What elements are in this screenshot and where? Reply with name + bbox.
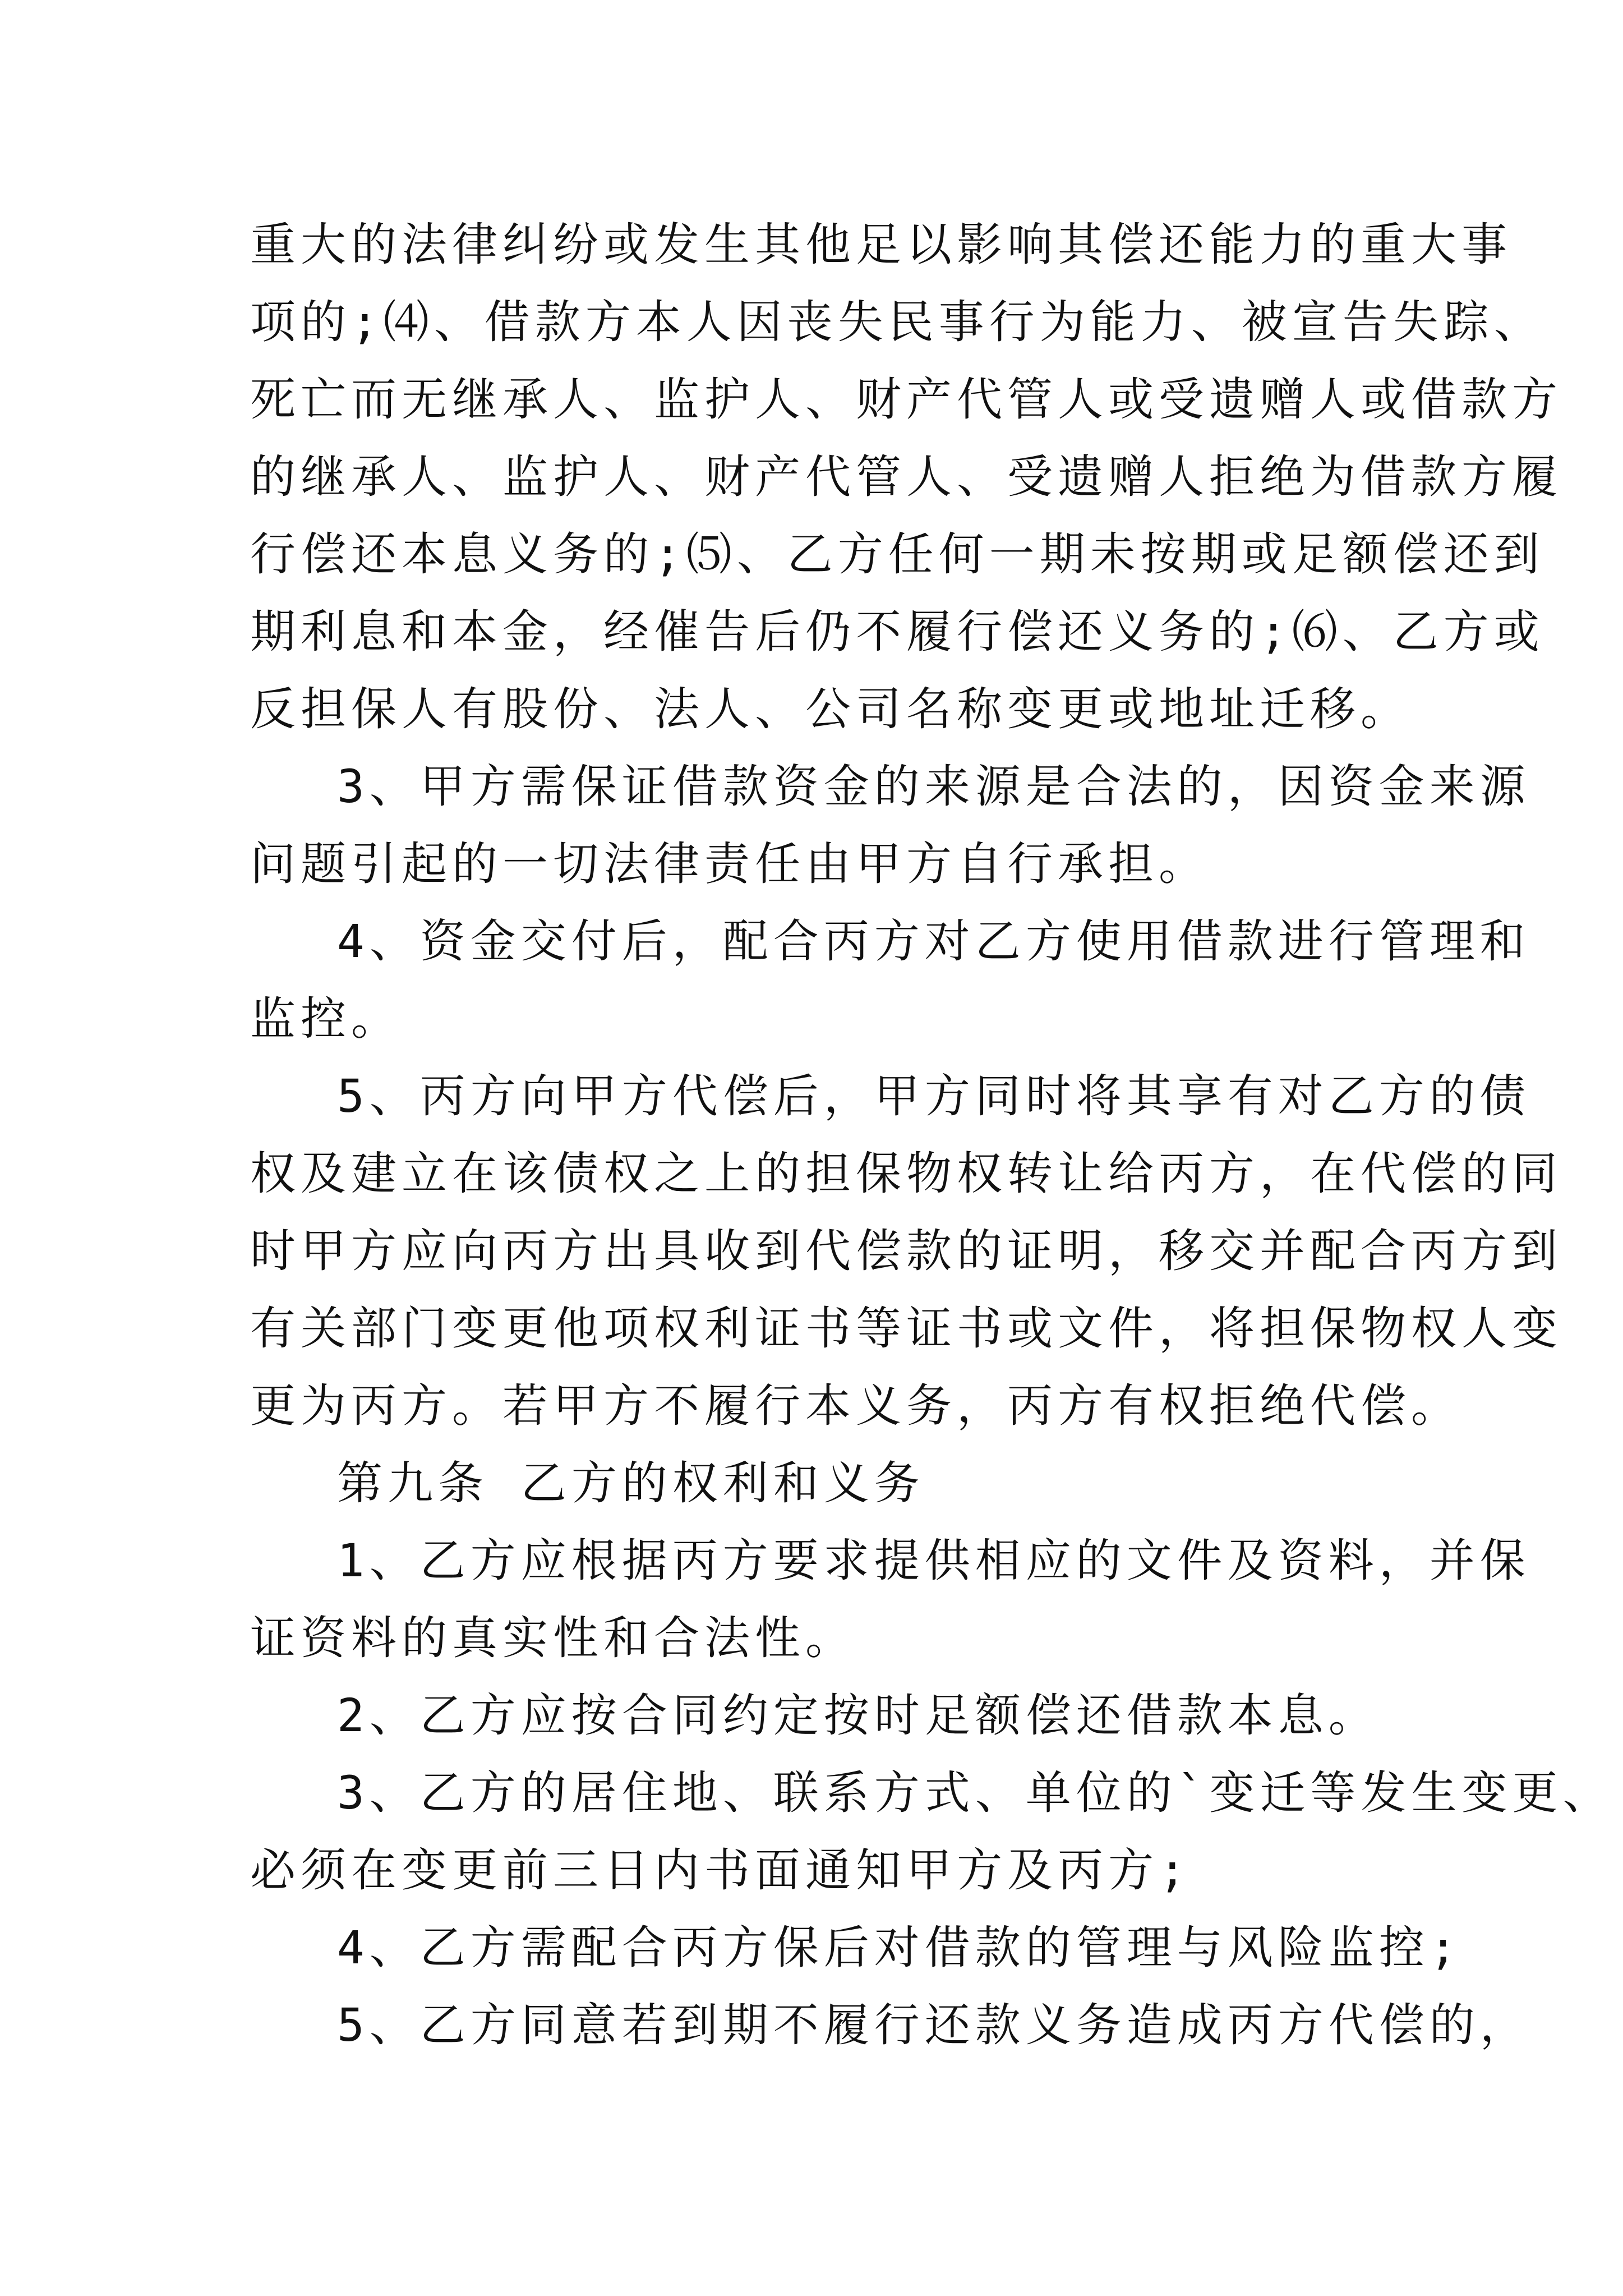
paragraph-start-5b: 5、乙方同意若到期不履行还款义务造成丙方代偿的， xyxy=(337,1999,1530,2052)
text-line: 必须在变更前三日内书面通知甲方及丙方; xyxy=(250,1844,1191,1897)
paragraph-start-3: 3、甲方需保证借款资金的来源是合法的，因资金来源 xyxy=(337,761,1530,813)
text-line: 项的;⑷、借款方本人因丧失民事行为能力、被宣告失踪、 xyxy=(250,296,1544,349)
text-line: 期利息和本金，经催告后仍不履行偿还义务的;⑹、乙方或 xyxy=(250,606,1544,659)
text-line: 有关部门变更他项权利证书等证书或文件，将担保物权人变 xyxy=(250,1303,1563,1355)
text-line: 行偿还本息义务的;⑸、乙方任何一期未按期或足额偿还到 xyxy=(250,528,1544,581)
paragraph-start-4: 4、资金交付后，配合丙方对乙方使用借款进行管理和 xyxy=(337,915,1530,968)
text-line: 重大的法律纠纷或发生其他足以影响其偿还能力的重大事 xyxy=(250,219,1513,272)
paragraph-start-2: 2、乙方应按合同约定按时足额偿还借款本息。 xyxy=(337,1690,1379,1742)
text-line: 时甲方应向丙方出具收到代偿款的证明，移交并配合丙方到 xyxy=(250,1225,1563,1278)
paragraph-start-1: 1、乙方应根据丙方要求提供相应的文件及资料，并保 xyxy=(337,1535,1530,1588)
paragraph-start-3b: 3、乙方的居住地、联系方式、单位的`变迁等发生变更、 xyxy=(337,1767,1613,1820)
paragraph-start-5: 5、丙方向甲方代偿后，甲方同时将其享有对乙方的债 xyxy=(337,1070,1530,1123)
text-line: 问题引起的一切法律责任由甲方自行承担。 xyxy=(250,838,1210,891)
text-line: 权及建立在该债权之上的担保物权转让给丙方，在代偿的同 xyxy=(250,1148,1563,1200)
paragraph-start-4b: 4、乙方需配合丙方保后对借款的管理与风险监控; xyxy=(337,1922,1462,1975)
text-line: 证资料的真实性和合法性。 xyxy=(250,1612,856,1665)
text-line: 死亡而无继承人、监护人、财产代管人或受遗赠人或借款方 xyxy=(250,374,1563,426)
text-line: 更为丙方。若甲方不履行本义务，丙方有权拒绝代偿。 xyxy=(250,1380,1462,1433)
text-line: 反担保人有股份、法人、公司名称变更或地址迁移。 xyxy=(250,683,1412,736)
document-body xyxy=(250,206,1613,2064)
text-line: 监控。 xyxy=(250,993,402,1046)
text-line: 的继承人、监护人、财产代管人、受遗赠人拒绝为借款方履 xyxy=(250,451,1563,504)
section-heading: 第九条 乙方的权利和义务 xyxy=(337,1457,925,1510)
